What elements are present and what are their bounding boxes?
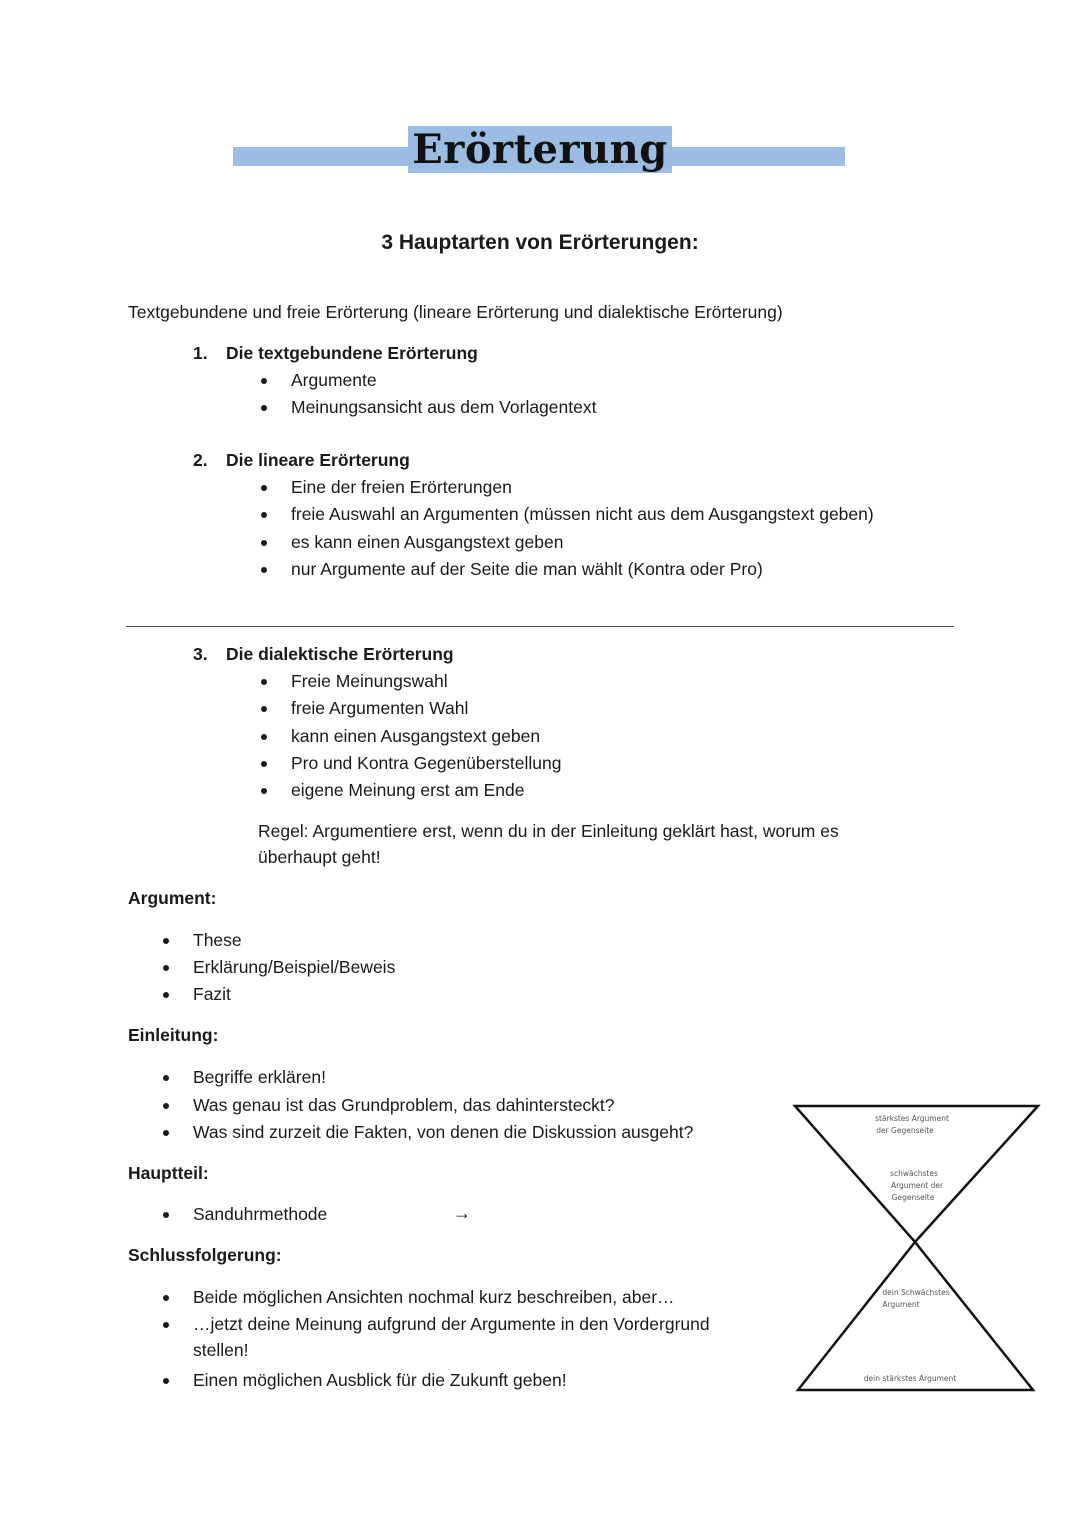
list-item: nur Argumente auf der Seite die man wählt (Kontra oder Pro)	[291, 559, 763, 579]
bullet-icon	[261, 512, 267, 518]
list-item: Beide möglichen Ansichten nochmal kurz beschreiben, aber…	[193, 1287, 675, 1307]
schluss-heading: Schlussfolgerung:	[128, 1245, 282, 1265]
label-weakest-opposing-3: Gegenseite	[891, 1193, 935, 1202]
argument-heading: Argument:	[128, 888, 217, 908]
label-strongest-opposing-2: der Gegenseite	[876, 1126, 934, 1135]
bullet-icon	[163, 1212, 169, 1218]
list-item: Pro und Kontra Gegenüberstellung	[291, 753, 562, 773]
section-3-number: 3.	[193, 644, 208, 664]
bullet-icon	[163, 1130, 169, 1136]
divider-line	[126, 626, 954, 627]
label-weakest-opposing-2: Argument der	[890, 1181, 944, 1190]
list-item: …jetzt deine Meinung aufgrund der Argumente in den Vordergrund	[193, 1314, 710, 1334]
list-item: Erklärung/Beispiel/Beweis	[193, 957, 396, 977]
list-item: freie Auswahl an Argumenten (müssen nicht aus dem Ausgangstext geben)	[291, 504, 874, 524]
bullet-icon	[261, 788, 267, 794]
list-item-continuation: stellen!	[193, 1340, 249, 1360]
label-own-weakest-2: Argument	[882, 1300, 920, 1309]
section-1-number: 1.	[193, 343, 208, 363]
bullet-icon	[163, 1378, 169, 1384]
bullet-icon	[261, 378, 267, 384]
bullet-icon	[261, 485, 267, 491]
bullet-icon	[261, 567, 267, 573]
list-item: Was genau ist das Grundproblem, das dahintersteckt?	[193, 1095, 615, 1115]
list-item: Eine der freien Erörterungen	[291, 477, 512, 497]
page-title: Erörterung	[0, 126, 1080, 173]
bullet-icon	[261, 540, 267, 546]
bullet-icon	[261, 706, 267, 712]
list-item: Was sind zurzeit die Fakten, von denen die Diskussion ausgeht?	[193, 1122, 694, 1142]
section-3-heading: Die dialektische Erörterung	[226, 644, 454, 664]
rule-text: Regel: Argumentiere erst, wenn du in der Einleitung geklärt hast, worum es	[258, 821, 839, 841]
section-2-number: 2.	[193, 450, 208, 470]
bullet-icon	[261, 679, 267, 685]
list-item: Begriffe erklären!	[193, 1067, 326, 1087]
hourglass-bottom-triangle	[798, 1242, 1033, 1390]
bullet-icon	[163, 1103, 169, 1109]
hauptteil-heading: Hauptteil:	[128, 1163, 209, 1183]
intro-text: Textgebundene und freie Erörterung (lineare Erörterung und dialektische Erörterung)	[128, 302, 783, 322]
list-item: kann einen Ausgangstext geben	[291, 726, 541, 746]
section-1-heading: Die textgebundene Erörterung	[226, 343, 478, 363]
hourglass-diagram	[790, 1100, 1045, 1400]
list-item: Freie Meinungswahl	[291, 671, 448, 691]
bullet-icon	[261, 405, 267, 411]
bullet-icon	[163, 1295, 169, 1301]
bullet-icon	[261, 734, 267, 740]
label-strongest-opposing: stärkstes Argument	[875, 1114, 949, 1123]
list-item: freie Argumenten Wahl	[291, 698, 469, 718]
list-item: Argumente	[291, 370, 377, 390]
list-item: Meinungsansicht aus dem Vorlagentext	[291, 397, 597, 417]
bullet-icon	[163, 965, 169, 971]
section-2-heading: Die lineare Erörterung	[226, 450, 410, 470]
list-item: Sanduhrmethode	[193, 1204, 328, 1224]
bullet-icon	[163, 938, 169, 944]
label-own-weakest: dein Schwächstes	[882, 1288, 950, 1297]
list-item: These	[193, 930, 242, 950]
bullet-icon	[163, 1075, 169, 1081]
list-item: Einen möglichen Ausblick für die Zukunft geben!	[193, 1370, 567, 1390]
label-weakest-opposing: schwächstes	[890, 1169, 938, 1178]
einleitung-heading: Einleitung:	[128, 1025, 219, 1045]
rule-text: überhaupt geht!	[258, 847, 381, 867]
bullet-icon	[163, 992, 169, 998]
list-item: es kann einen Ausgangstext geben	[291, 532, 564, 552]
bullet-icon	[261, 761, 267, 767]
label-own-strongest: dein stärkstes Argument	[863, 1374, 957, 1383]
bullet-icon	[163, 1322, 169, 1328]
page-subtitle: 3 Hauptarten von Erörterungen:	[381, 231, 699, 254]
list-item: eigene Meinung erst am Ende	[291, 780, 525, 800]
list-item: Fazit	[193, 984, 231, 1004]
arrow-right-icon: →	[453, 1203, 471, 1223]
